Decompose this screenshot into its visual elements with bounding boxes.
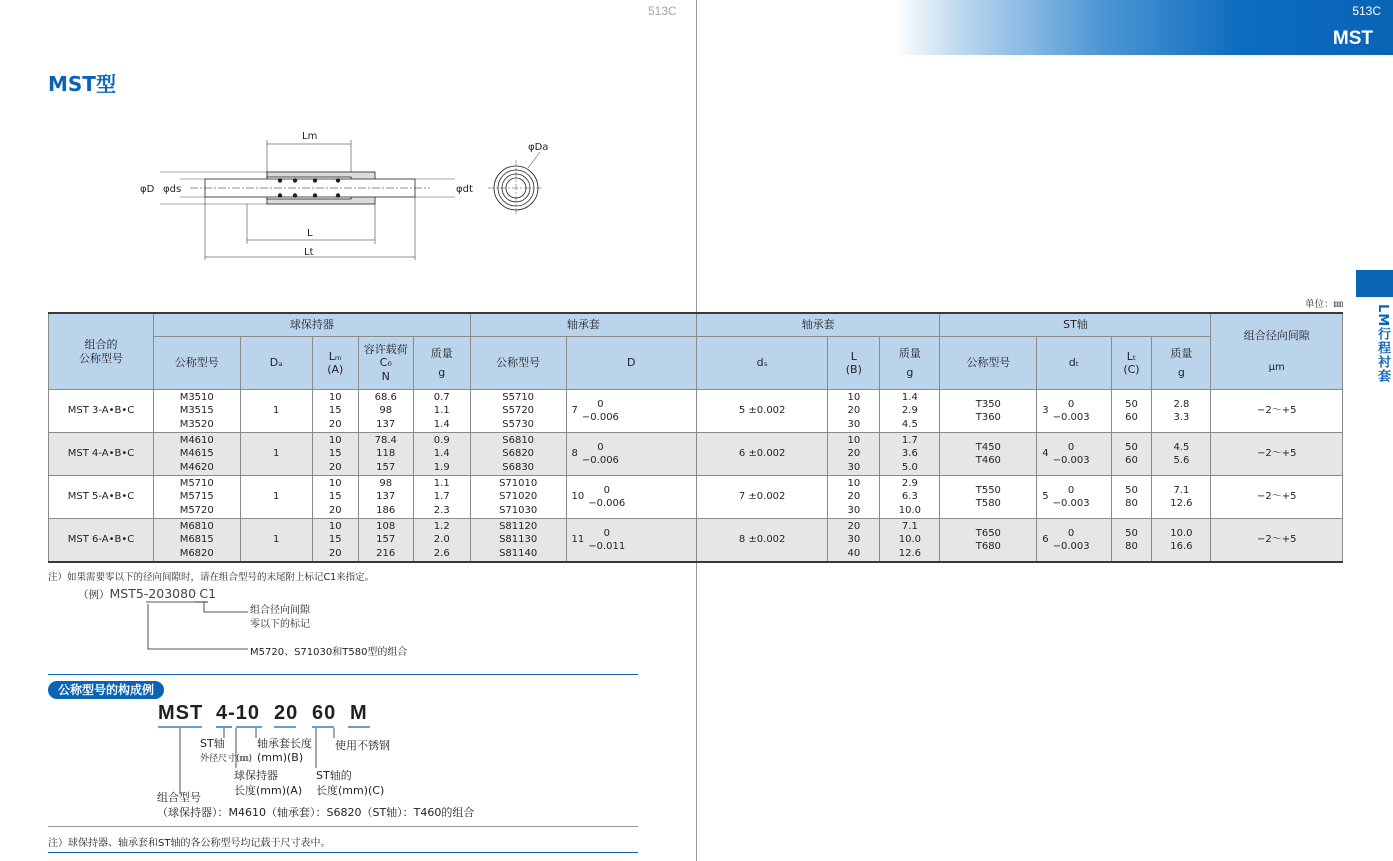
sleeve-models: S71010 S71020 S71030 — [470, 476, 566, 519]
section-rule-bottom — [48, 852, 638, 853]
shaft-dt: 5 0 −0.003 — [1037, 476, 1111, 519]
ball-mass: 1.1 1.7 2.3 — [413, 476, 470, 519]
ball-da: 1 — [240, 476, 312, 519]
page-number-left: 513C — [648, 4, 677, 18]
table-row — [49, 476, 1343, 519]
example-label-1b: 零以下的标记 — [250, 619, 310, 630]
ball-load: 78.4 118 157 — [358, 433, 413, 476]
code-part-60: 60 — [312, 702, 337, 724]
sub-lm: Lₘ (A) — [312, 337, 358, 390]
label-st-shaft: ST轴 — [200, 737, 225, 750]
ball-load: 108 157 216 — [358, 519, 413, 563]
combo-model: MST 3-A•B•C — [49, 390, 154, 433]
sleeve-models: S5710 S5720 S5730 — [470, 390, 566, 433]
unit-note: 单位：㎜ — [1304, 299, 1343, 310]
ball-lm: 10 15 20 — [312, 433, 358, 476]
code-part-m: M — [350, 702, 368, 724]
ball-models: M4610 M4615 M4620 — [153, 433, 240, 476]
sub-ball-model: 公称型号 — [153, 337, 240, 390]
label-phi-dt: φdt — [456, 184, 473, 195]
example-label-1a: 组合径向间隙 — [250, 605, 310, 616]
sleeve-d: 11 0 −0.011 — [566, 519, 696, 563]
spec-table — [48, 312, 1343, 563]
label-stainless: 使用不锈钢 — [335, 739, 390, 752]
section-title: 公称型号的构成例 — [48, 681, 164, 699]
sleeve-mass: 1.7 3.6 5.0 — [880, 433, 940, 476]
code-part-mst: MST — [158, 702, 204, 724]
sub-mass: 质量 g — [413, 337, 470, 390]
ball-lm: 10 15 20 — [312, 519, 358, 563]
shaft-lt: 50 60 — [1111, 390, 1152, 433]
mst-diagram — [130, 120, 570, 270]
table-row — [49, 433, 1343, 476]
shaft-mass: 10.0 16.6 — [1152, 519, 1211, 563]
shaft-mass: 4.5 5.6 — [1152, 433, 1211, 476]
label-combo-detail: （球保持器）：M4610（轴承套）：S6820（ST轴）：T460的组合 — [157, 806, 475, 819]
sub-lt: Lₜ (C) — [1111, 337, 1152, 390]
ball-load: 98 137 186 — [358, 476, 413, 519]
ball-da: 1 — [240, 433, 312, 476]
label-lm: Lm — [302, 131, 318, 142]
sleeve-l: 10 20 30 — [828, 433, 880, 476]
header-bearing: 轴承套 — [696, 313, 940, 337]
ball-lm: 10 15 20 — [312, 390, 358, 433]
example-prefix: （例） — [78, 589, 110, 601]
radial-clearance: −2〜+5 — [1211, 433, 1343, 476]
sleeve-d: 7 0 −0.006 — [566, 390, 696, 433]
label-l: L — [307, 228, 313, 239]
section-rule-top — [48, 674, 638, 675]
label-st-length-unit: 长度(mm)(C) — [316, 784, 385, 797]
label-sleeve-length: 轴承套长度 — [257, 737, 312, 750]
ball-models: M6810 M6815 M6820 — [153, 519, 240, 563]
sub-load: 容许载荷 C₀ N — [358, 337, 413, 390]
sleeve-models: S6810 S6820 S6830 — [470, 433, 566, 476]
shaft-lt: 50 60 — [1111, 433, 1152, 476]
label-phi-ds: φds — [163, 184, 182, 195]
label-combo: 组合型号 — [157, 791, 201, 804]
type-title: MST型 — [48, 72, 116, 96]
sub-dt: dₜ — [1037, 337, 1111, 390]
radial-clearance: −2〜+5 — [1211, 390, 1343, 433]
example-code: MST5-203080 — [109, 586, 197, 601]
sleeve-l: 10 20 30 — [828, 476, 880, 519]
header-title: MST — [1332, 28, 1373, 49]
sleeve-ds: 8 ±0.002 — [696, 519, 827, 563]
note-models: 注）球保持器、轴承套和ST轴的各公称型号均记载于尺寸表中。 — [48, 838, 331, 849]
label-phi-da: φDa — [528, 142, 549, 153]
sub-ds: dₛ — [696, 337, 827, 390]
sub-da: Dₐ — [240, 337, 312, 390]
header-combo: 组合的 公称型号 — [49, 313, 154, 390]
sub-mass3: 质量 g — [1152, 337, 1211, 390]
header-ball: 球保持器 — [153, 313, 470, 337]
shaft-models: T350 T360 — [940, 390, 1037, 433]
label-ball-length-unit: 长度(mm)(A) — [234, 784, 303, 797]
label-sleeve-length-unit: (mm)(B) — [257, 751, 304, 764]
shaft-lt: 50 80 — [1111, 476, 1152, 519]
sleeve-models: S81120 S81130 S81140 — [470, 519, 566, 563]
sleeve-ds: 6 ±0.002 — [696, 433, 827, 476]
label-lt: Lt — [304, 247, 314, 258]
sleeve-l: 20 30 40 — [828, 519, 880, 563]
shaft-dt: 3 0 −0.003 — [1037, 390, 1111, 433]
sub-shaft-model: 公称型号 — [940, 337, 1037, 390]
header-sleeve: 轴承套 — [470, 313, 696, 337]
radial-clearance: −2〜+5 — [1211, 519, 1343, 563]
sleeve-mass: 1.4 2.9 4.5 — [880, 390, 940, 433]
ball-mass: 0.7 1.1 1.4 — [413, 390, 470, 433]
sleeve-l: 10 20 30 — [828, 390, 880, 433]
sleeve-mass: 7.1 10.0 12.6 — [880, 519, 940, 563]
shaft-mass: 2.8 3.3 — [1152, 390, 1211, 433]
shaft-lt: 50 80 — [1111, 519, 1152, 563]
label-ball-length: 球保持器 — [234, 769, 278, 782]
combo-model: MST 4-A•B•C — [49, 433, 154, 476]
sleeve-ds: 7 ±0.002 — [696, 476, 827, 519]
side-label: LM行程衬套 — [1375, 304, 1390, 384]
sub-mass2: 质量 g — [880, 337, 940, 390]
ball-mass: 1.2 2.0 2.6 — [413, 519, 470, 563]
label-st-length: ST轴的 — [316, 769, 352, 782]
note-radial-clearance: 注）如果需要零以下的径向间隙时，请在组合型号的末尾附上标记C1来指定。 — [48, 572, 375, 583]
ball-models: M3510 M3515 M3520 — [153, 390, 240, 433]
example-label-2: M5720、S71030和T580型的组合 — [250, 647, 408, 658]
radial-clearance: −2〜+5 — [1211, 476, 1343, 519]
ball-da: 1 — [240, 390, 312, 433]
side-tab — [1356, 270, 1393, 297]
sleeve-mass: 2.9 6.3 10.0 — [880, 476, 940, 519]
label-st-shaft-sub: 外径尺寸(㎜) — [200, 754, 253, 764]
shaft-mass: 7.1 12.6 — [1152, 476, 1211, 519]
shaft-dt: 6 0 −0.003 — [1037, 519, 1111, 563]
example-suffix: C1 — [199, 586, 217, 601]
code-part-4-10: 4-10 — [216, 702, 261, 724]
label-phi-d: φD — [140, 184, 155, 195]
ball-models: M5710 M5715 M5720 — [153, 476, 240, 519]
combo-model: MST 5-A•B•C — [49, 476, 154, 519]
header-shaft: ST轴 — [940, 313, 1211, 337]
sleeve-d: 10 0 −0.006 — [566, 476, 696, 519]
table-row — [49, 519, 1343, 563]
sub-l: L (B) — [828, 337, 880, 390]
table-row — [49, 390, 1343, 433]
header-clearance: 组合径向间隙 μm — [1211, 313, 1343, 390]
example-leader-lines — [140, 600, 260, 656]
ball-load: 68.6 98 137 — [358, 390, 413, 433]
ball-lm: 10 15 20 — [312, 476, 358, 519]
section-rule-mid — [48, 826, 638, 827]
shaft-dt: 4 0 −0.003 — [1037, 433, 1111, 476]
sub-sleeve-model: 公称型号 — [470, 337, 566, 390]
shaft-models: T650 T680 — [940, 519, 1037, 563]
shaft-models: T550 T580 — [940, 476, 1037, 519]
code-part-20: 20 — [274, 702, 299, 724]
combo-model: MST 6-A•B•C — [49, 519, 154, 563]
page-number-right: 513C — [1352, 4, 1381, 18]
sleeve-d: 8 0 −0.006 — [566, 433, 696, 476]
header-band — [895, 0, 1393, 55]
shaft-models: T450 T460 — [940, 433, 1037, 476]
ball-da: 1 — [240, 519, 312, 563]
ball-mass: 0.9 1.4 1.9 — [413, 433, 470, 476]
sleeve-ds: 5 ±0.002 — [696, 390, 827, 433]
sub-d: D — [566, 337, 696, 390]
